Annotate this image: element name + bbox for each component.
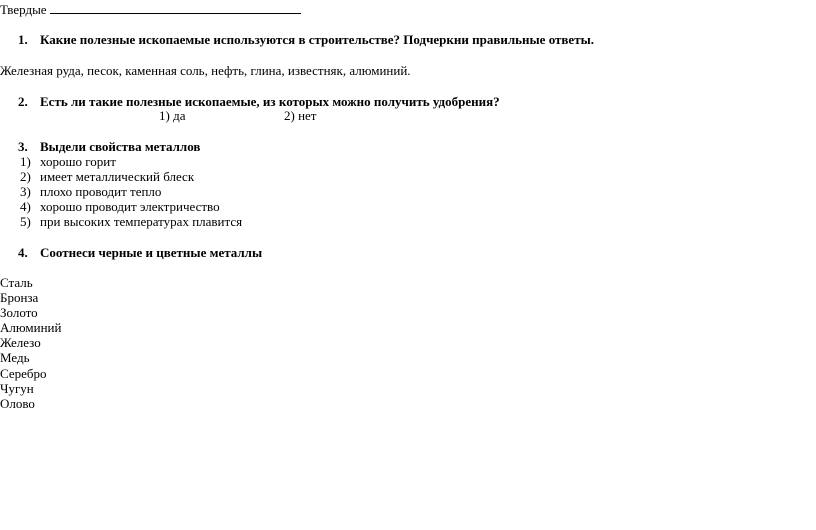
question-1 [18,32,594,47]
top-label-line [0,1,301,17]
metal-item[interactable]: Чугун [0,381,34,396]
top-label: Твердые [0,2,47,17]
property-item-text: имеет металлический блеск [40,169,195,184]
question-3-number: 3. [18,139,28,154]
property-item[interactable] [20,184,161,199]
property-item[interactable] [20,169,194,184]
property-item-number: 2) [20,169,31,184]
metal-item[interactable]: Серебро [0,366,47,381]
property-item[interactable] [20,154,116,169]
property-item[interactable] [20,199,220,214]
property-item-text: при высоких температурах плавится [40,214,243,229]
metal-item[interactable]: Медь [0,350,30,365]
property-item-text: плохо проводит тепло [40,184,162,199]
property-item-number: 1) [20,154,31,169]
metal-item[interactable]: Бронза [0,290,39,305]
answer-blank[interactable] [50,1,301,14]
question-2 [18,94,500,109]
question-3-text: Выдели свойства металлов [40,139,201,154]
metal-item[interactable]: Золото [0,305,38,320]
question-3 [18,139,200,154]
question-2-text: Есть ли такие полезные ископаемые, из которых можно получить удобрения? [40,94,500,109]
metal-item[interactable]: Олово [0,396,35,411]
property-item-text: хорошо проводит электричество [40,199,220,214]
question-4 [18,245,262,260]
property-item[interactable] [20,214,242,229]
question-1-number: 1. [18,32,28,47]
option-yes[interactable]: 1) да [159,108,186,123]
metal-item[interactable]: Железо [0,335,41,350]
property-item-text: хорошо горит [40,154,116,169]
metal-item[interactable]: Сталь [0,275,33,290]
metal-item[interactable]: Алюминий [0,320,62,335]
question-1-text: Какие полезные ископаемые используются в строительстве? Подчеркни правильные ответы. [40,32,594,47]
question-1-answer-line[interactable]: Железная руда, песок, каменная соль, нефть, глина, известняк, алюминий. [0,63,411,78]
question-2-number: 2. [18,94,28,109]
question-4-number: 4. [18,245,28,260]
property-item-number: 3) [20,184,31,199]
property-item-number: 5) [20,214,31,229]
option-no[interactable]: 2) нет [284,108,317,123]
property-item-number: 4) [20,199,31,214]
question-4-text: Соотнеси черные и цветные металлы [40,245,263,260]
